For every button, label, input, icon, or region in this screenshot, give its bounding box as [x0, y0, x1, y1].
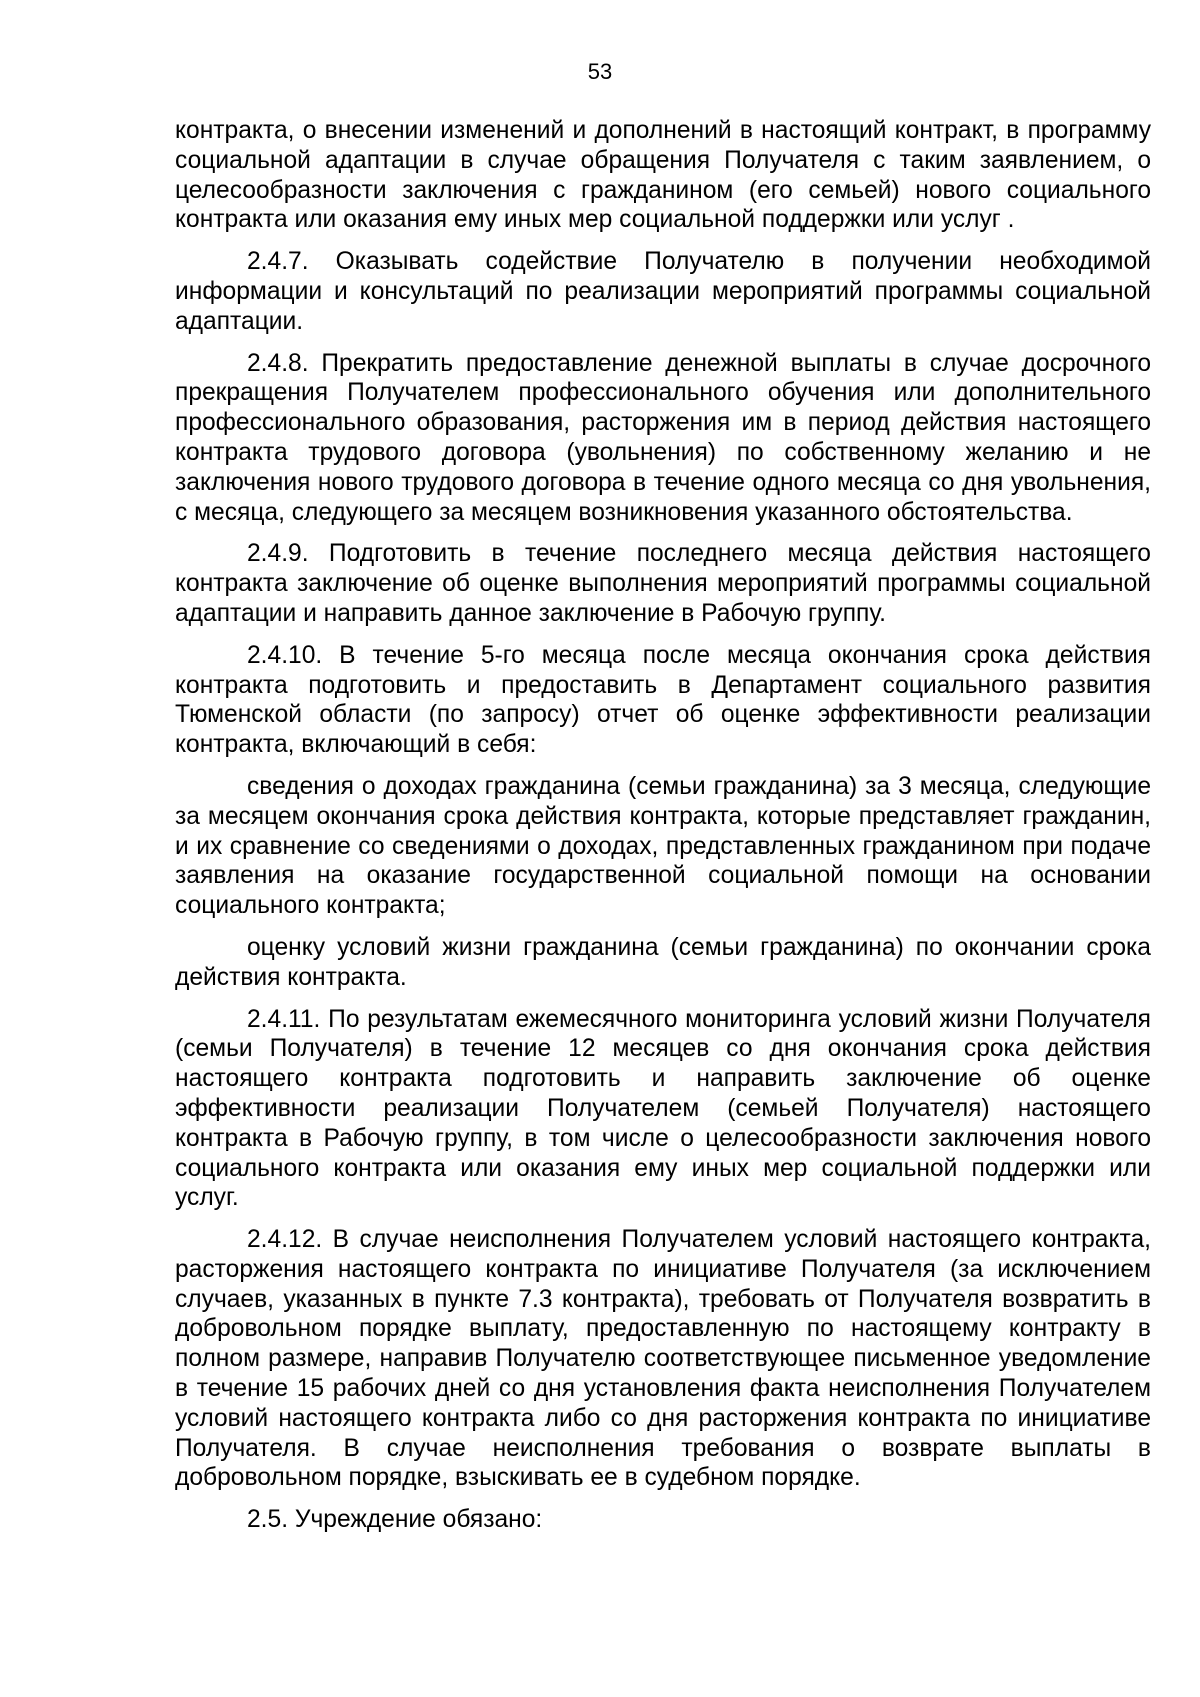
paragraph-2-5: 2.5. Учреждение обязано:	[247, 1506, 543, 1534]
paragraph-living-conditions: оценку условий жизни гражданина (семьи гражданина) по окончании срока действия контракта.	[175, 933, 1151, 991]
paragraph-2-4-9: 2.4.9. Подготовить в течение последнего месяца действия настоящего контракта заключение об оценке выполнения мероприятий программы социальной адаптации и направить данное заключение в Рабочую группу.	[175, 540, 1151, 627]
page-number: 53	[587, 59, 613, 84]
paragraph-continuation: контракта, о внесении изменений и дополнений в настоящий контракт, в программу социальной адаптации в случае обращения Получателя с таким заявлением, о целесообразности заключения с гражданином (его семьей) нового социального контракта или оказания ему иных мер социальной поддержки или услуг .	[175, 117, 1151, 234]
paragraph-2-4-11: 2.4.11. По результатам ежемесячного мониторинга условий жизни Получателя (семьи Получателя) в течение 12 месяцев со дня окончания срока действия настоящего контракта подготовить и направить заключение об оценке эффективности реализации Получателем (семьей Получателя) настоящего контракта в Рабочую группу, в том числе о целесообразности заключения нового социального контракта или оказания ему иных мер социальной поддержки или услуг.	[175, 1005, 1151, 1212]
paragraph-income-info: сведения о доходах гражданина (семьи гражданина) за 3 месяца, следующие за месяцем окончания срока действия контракта, которые представляет гражданин, и их сравнение со сведениями о доходах, представленных гражданином при подаче заявления на оказание государственной социальной помощи на основании социального контракта;	[175, 772, 1151, 920]
paragraph-2-4-12: 2.4.12. В случае неисполнения Получателем условий настоящего контракта, расторжения настоящего контракта по инициативе Получателя (за исключением случаев, указанных в пункте 7.3 контракта), требовать от Получателя возвратить в добровольном порядке выплату, предоставленную по настоящему контракту в полном размере, направив Получателю соответствующее письменное уведомление в течение 15 рабочих дней со дня установления факта неисполнения Получателем условий настоящего контракта либо со дня расторжения контракта по инициативе Получателя. В случае неисполнения требования о возврате выплаты в добровольном порядке, взыскивать ее в судебном порядке.	[175, 1226, 1151, 1492]
paragraph-2-4-8: 2.4.8. Прекратить предоставление денежной выплаты в случае досрочного прекращения Получателем профессионального обучения или дополнительного профессионального образования, расторжения им в период действия настоящего контракта трудового договора (увольнения) по собственному желанию и не заключения нового трудового договора в течение одного месяца со дня увольнения, с месяца, следующего за месяцем возникновения указанного обстоятельства.	[175, 349, 1151, 526]
paragraph-2-4-10: 2.4.10. В течение 5-го месяца после месяца окончания срока действия контракта подготовить и предоставить в Департамент социального развития Тюменской области (по запросу) отчет об оценке эффективности реализации контракта, включающий в себя:	[175, 641, 1151, 759]
paragraph-2-4-7: 2.4.7. Оказывать содействие Получателю в получении необходимой информации и консультаций по реализации мероприятий программы социальной адаптации.	[175, 248, 1151, 335]
document-body	[175, 116, 1151, 1547]
